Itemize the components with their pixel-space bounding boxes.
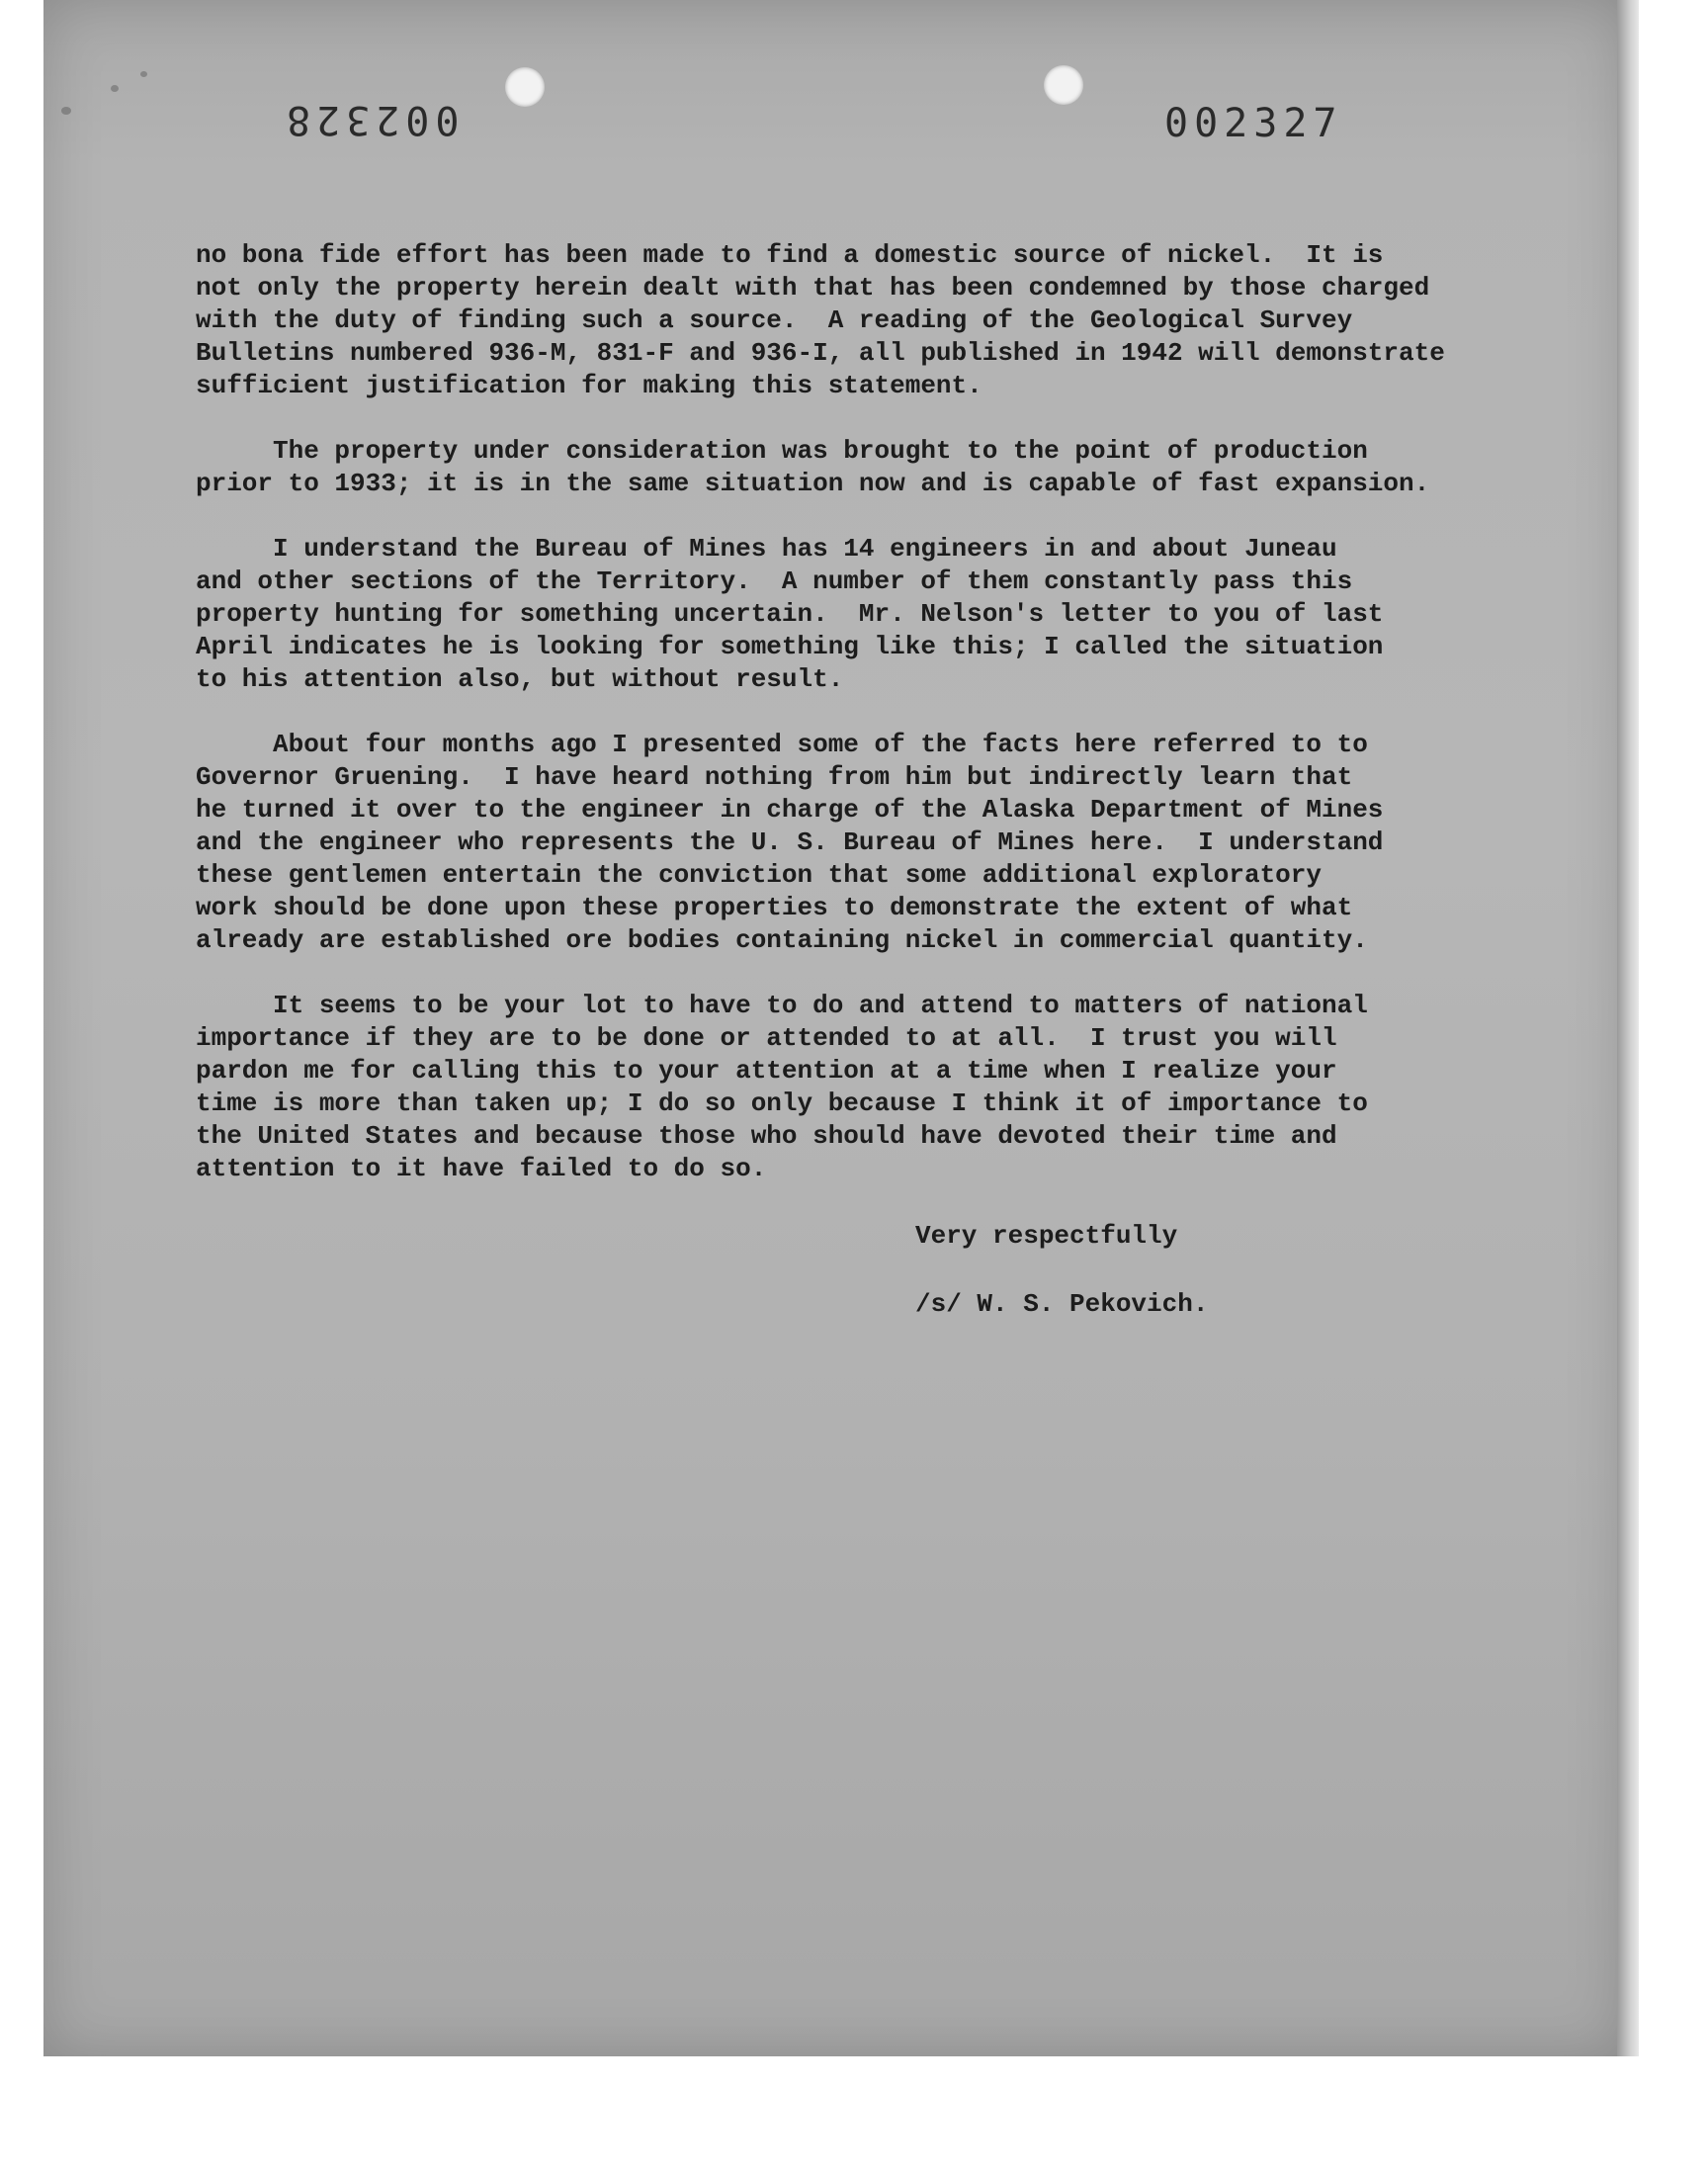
ink-smudge (140, 71, 147, 77)
letter-body (196, 239, 1580, 1218)
ink-smudge (61, 107, 71, 115)
page-stamp-number-inverted: 002328 (281, 97, 460, 142)
ink-smudge (111, 85, 119, 92)
letter-closing: Very respectfully (915, 1221, 1178, 1251)
punch-hole-right (1044, 65, 1083, 105)
page-stamp-number: 002327 (1164, 101, 1343, 146)
paragraph-3: I understand the Bureau of Mines has 14 engineers in and about Juneau and other sections of the Territory. A number of them constantly pass this property hunting for something uncertain. Mr. Nelson's letter to you of last April indicates he is looking for something like this; I called the situation to his attention also, but without result. (196, 534, 1384, 694)
letter-signature: /s/ W. S. Pekovich. (915, 1289, 1209, 1319)
punch-hole-left (505, 67, 545, 107)
paragraph-2: The property under consideration was brought to the point of production prior to 1933; it is in the same situation now and is capable of fast expansion. (196, 436, 1430, 498)
paragraph-1: no bona fide effort has been made to find a domestic source of nickel. It is not only the property herein dealt with that has been condemned by those charged with the duty of finding such a source. A reading of the Geological Survey Bulletins numbered 936-M, 831-F and 936-I, all published in 1942 will demonstrate sufficient justification for making this statement. (196, 240, 1445, 400)
page-edge (1617, 0, 1639, 2056)
paragraph-5: It seems to be your lot to have to do and attend to matters of national importance if they are to be done or attended to at all. I trust you will pardon me for calling this to your attention at a time when I realize your time is more than taken up; I do so only because I think it of importance to the United States and because those who should have devoted their time and attention to it have failed to do so. (196, 991, 1368, 1183)
paragraph-4: About four months ago I presented some of the facts here referred to to Governor Gruening. I have heard nothing from him but indirectly learn that he turned it over to the engineer in charge of the Alaska Department of Mines and the engineer who represents the U. S. Bureau of Mines here. I understand these gentlemen entertain the conviction that some additional exploratory work should be done upon these properties to demonstrate the extent of what already are established ore bodies containing nickel in commercial quantity. (196, 730, 1384, 955)
